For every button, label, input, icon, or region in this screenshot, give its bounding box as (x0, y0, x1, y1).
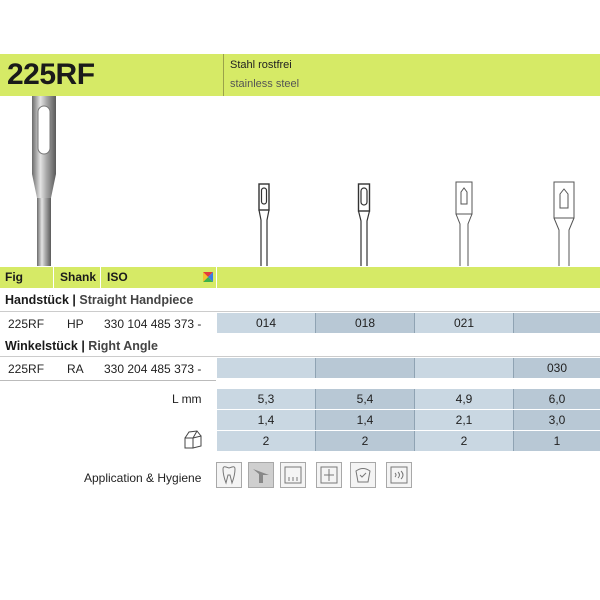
drawing-size-021 (452, 178, 476, 266)
color-ring-icon (203, 272, 213, 282)
section-title-de: Handstück (5, 293, 69, 307)
header-separator (53, 267, 54, 288)
application-hygiene-label: Application & Hygiene (84, 471, 202, 485)
size-cell: 018 (316, 313, 415, 333)
fig-cell: 225RF (8, 362, 45, 376)
length-cell: 6,0 (514, 389, 600, 409)
length-label: L mm (172, 392, 202, 406)
package-icon (182, 430, 204, 450)
size-cell: 014 (217, 313, 316, 333)
cleaning-icon (350, 462, 376, 488)
fig-cell: 225RF (8, 317, 45, 331)
handpiece-icon (248, 462, 274, 488)
shank-cell: HP (67, 317, 84, 331)
product-title: 225RF (7, 58, 95, 91)
section-title-right-angle (5, 339, 158, 353)
drawing-size-014 (252, 178, 276, 266)
iso-cell: 330 104 485 373 - (104, 317, 202, 331)
section-title-en: Right Angle (88, 339, 158, 353)
drawing-size-018 (352, 178, 376, 266)
diameter-cell: 1,4 (217, 410, 316, 430)
material-german: Stahl rostfrei (230, 59, 292, 71)
length-cell: 5,4 (316, 389, 415, 409)
iso-cell: 330 204 485 373 - (104, 362, 202, 376)
section-title-en: Straight Handpiece (79, 293, 194, 307)
dental-prep-icon (216, 462, 242, 488)
header-iso: ISO (107, 270, 128, 284)
size-cell (514, 313, 600, 333)
product-photo (0, 96, 80, 266)
length-cell: 4,9 (415, 389, 514, 409)
header-separator (100, 267, 101, 288)
sterilization-icon (316, 462, 342, 488)
header-fig: Fig (5, 270, 23, 284)
header-separator (216, 267, 217, 288)
section-separator: | (81, 339, 85, 353)
size-cell (217, 358, 316, 378)
section-divider (0, 311, 600, 312)
section-separator: | (72, 293, 76, 307)
diameter-cell: 2,1 (415, 410, 514, 430)
size-cell: 030 (514, 358, 600, 378)
length-cell: 5,3 (217, 389, 316, 409)
package-cell: 2 (217, 431, 316, 451)
section-divider (0, 356, 600, 357)
diameter-cell: 1,4 (316, 410, 415, 430)
row-divider (0, 380, 216, 381)
shank-cell: RA (67, 362, 84, 376)
section-title-handpiece (5, 293, 193, 307)
package-cell: 2 (316, 431, 415, 451)
drawing-size-030 (552, 178, 576, 266)
package-cell: 1 (514, 431, 600, 451)
size-cell (316, 358, 415, 378)
size-cell (415, 358, 514, 378)
section-title-de: Winkelstück (5, 339, 78, 353)
material-english: stainless steel (230, 78, 300, 90)
header-divider (223, 54, 224, 96)
thermodisinfector-icon (280, 462, 306, 488)
size-cell: 021 (415, 313, 514, 333)
header-shank: Shank (60, 270, 97, 284)
package-cell: 2 (415, 431, 514, 451)
diameter-cell: 3,0 (514, 410, 600, 430)
ultrasonic-bath-icon (386, 462, 412, 488)
